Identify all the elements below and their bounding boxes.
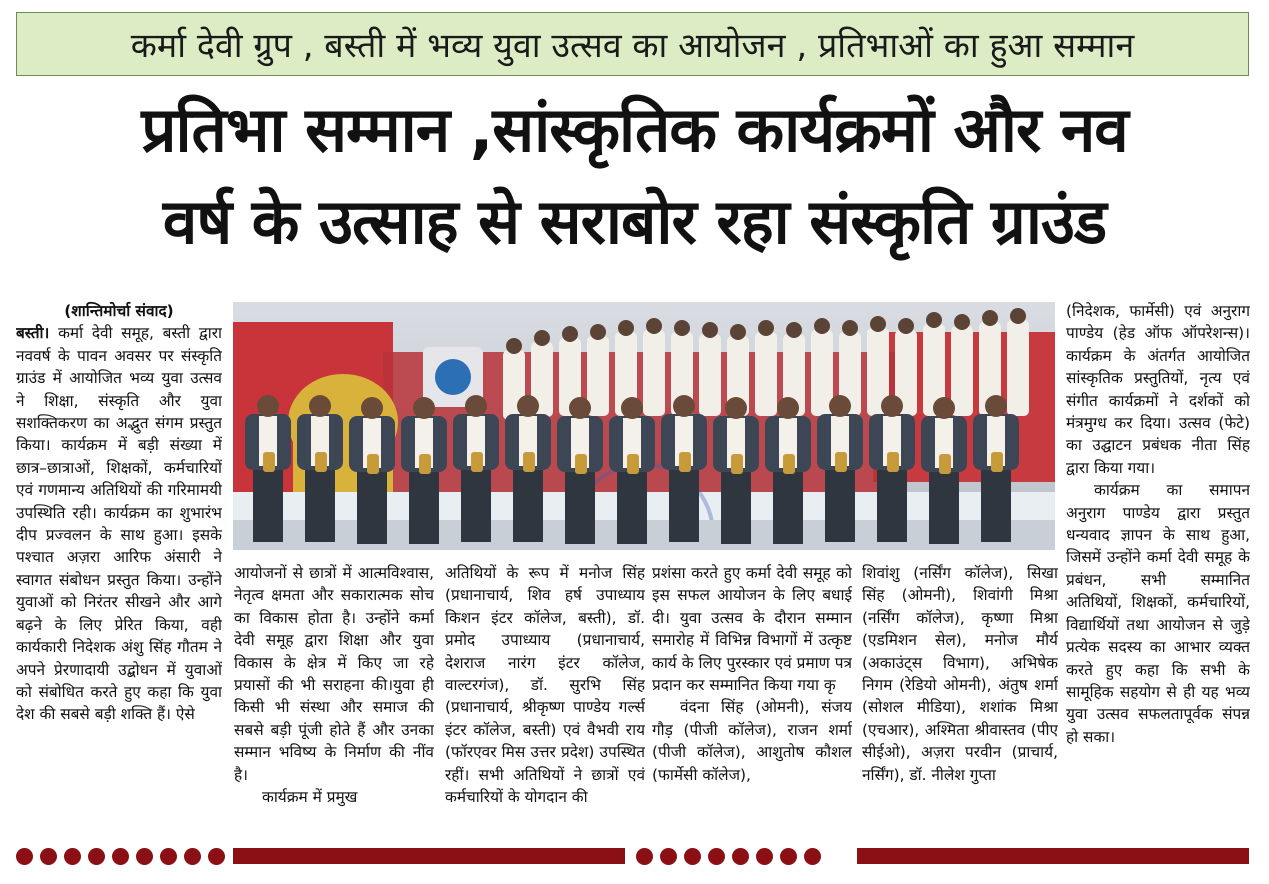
footer-dot bbox=[660, 848, 677, 865]
headline bbox=[10, 84, 1259, 268]
article-column-4 bbox=[652, 562, 852, 842]
footer-dot bbox=[732, 848, 749, 865]
footer-dot bbox=[684, 848, 701, 865]
footer-dot bbox=[184, 848, 201, 865]
footer-dot bbox=[804, 848, 821, 865]
footer-dot bbox=[708, 848, 725, 865]
footer-dot bbox=[112, 848, 129, 865]
kicker-text: कर्मा देवी ग्रुप , बस्ती में भव्य युवा उत्सव का आयोजन , प्रतिभाओं का हुआ सम्मान bbox=[130, 26, 1135, 66]
article-column-1 bbox=[16, 300, 222, 842]
place-name: बस्ती। bbox=[16, 324, 50, 343]
event-photo-illustration bbox=[233, 302, 1055, 550]
footer-dot bbox=[16, 848, 33, 865]
article-column-5 bbox=[862, 562, 1058, 842]
column-2-paragraph-1: आयोजनों से छात्रों में आत्मविश्वास, नेतृत्व क्षमता और सकारात्मक सोच का विकास होता है। उन्होंने कर्मा देवी समूह द्वारा शिक्षा और युवा विकास के क्षेत्र में किए जा रहे प्रयासों की भी सराहना की।युवा ही किसी भी संस्था और समाज की सबसे बड़ी पूंजी होते हैं और उनका सम्मान भविष्य के निर्माण की नींव है। bbox=[234, 564, 434, 784]
column-4-paragraph-1: प्रशंसा करते हुए कर्मा देवी समूह को इस सफल आयोजन के लिए बधाई दी। युवा उत्सव के दौरान सम्मान समारोह में विभिन्न विभागों में उत्कृष्ट कार्य के लिए पुरस्कार एवं प्रमाण पत्र प्रदान कर सम्मानित किया गया कृ bbox=[652, 564, 852, 695]
footer-dots-left bbox=[16, 848, 225, 865]
people-front-row bbox=[245, 395, 1019, 544]
event-photo bbox=[233, 302, 1055, 550]
footer-dot bbox=[208, 848, 225, 865]
footer-dot bbox=[40, 848, 57, 865]
footer-rule-right bbox=[857, 848, 1249, 864]
article-column-2 bbox=[234, 562, 434, 842]
column-4-paragraph-2: वंदना सिंह (ओमनी), संजय गौड़ (पीजी कॉलेज), राजन शर्मा (पीजी कॉलेज), आशुतोष कौशल (फार्मेसी कॉलेज), bbox=[652, 698, 852, 784]
footer-dot bbox=[88, 848, 105, 865]
column-5-text: शिवांशु (नर्सिंग कॉलेज), सिखा सिंह (ओमनी), शिवांगी मिश्रा (नर्सिंग कॉलेज), कृष्णा मिश्रा (एडमिशन सेल), मनोज मौर्य (अकाउंट्स विभाग), अभिषेक निगम (रेडियो ओमनी), अंतुष शर्मा (सोशल मीडिया), शशांक मिश्रा (एचआर), अश्मिता श्रीवास्तव (पीए सीईओ), अज़रा परवीन (प्राचार्य, नर्सिंग), डॉ. नीलेश गुप्ता bbox=[862, 564, 1058, 784]
footer-rule-left bbox=[233, 848, 625, 864]
footer-dot bbox=[64, 848, 81, 865]
article-column-3 bbox=[445, 562, 645, 842]
kicker-banner bbox=[16, 12, 1249, 76]
column-1-text: कर्मा देवी समूह, बस्ती द्वारा नववर्ष के पावन अवसर पर संस्कृति ग्राउंड में आयोजित भव्य युवा उत्सव ने शिक्षा, संस्कृति और युवा सशक्तिकरण का अद्भुत संगम प्रस्तुत किया। कार्यक्रम में बड़ी संख्या में छात्र–छात्राओं, शिक्षकों, कर्मचारियों एवं गणमान्य अतिथियों की गरिमामयी उपस्थिति रही। कार्यक्रम का शुभारंभ दीप प्रज्वलन के साथ हुआ। इसके पश्चात अज़रा आरिफ अंसारी ने स्वागत संबोधन प्रस्तुत किया। उन्होंने युवाओं को निरंतर सीखने और आगे बढ़ने के लिए प्रेरित किया, वही कार्यकारी निदेशक अंशु सिंह गौतम ने अपने प्रेरणादायी उद्बोधन में युवाओं को संबोधित करते हुए कहा कि युवा देश की सबसे बड़ी शक्ति हैं। ऐसे bbox=[16, 324, 222, 724]
footer-dot bbox=[756, 848, 773, 865]
footer-dot bbox=[636, 848, 653, 865]
column-6-paragraph-2: कार्यक्रम का समापन अनुराग पाण्डेय द्वारा प्रस्तुत धन्यवाद ज्ञापन के साथ हुआ, जिसमें उन्होंने कर्मा देवी समूह के प्रबंधन, सभी सम्मानित अतिथियों, शिक्षकों, कर्मचारियों, विद्यार्थियों तथा आयोजन से जुड़े प्रत्येक सदस्य का आभार व्यक्त करते हुए कहा कि सभी के सामूहिक सहयोग से ही यह भव्य युवा उत्सव सफलतापूर्वक संपन्न हो सका। bbox=[1066, 481, 1250, 746]
footer-dot bbox=[160, 848, 177, 865]
column-2-paragraph-2: कार्यक्रम में प्रमुख bbox=[262, 788, 358, 807]
dateline: (शान्तिमोर्चा संवाद) bbox=[64, 302, 174, 320]
column-3-text: अतिथियों के रूप में मनोज सिंह (प्रधानाचार्य, शिव हर्ष उपाध्याय किशन इंटर कॉलेज, बस्ती), डॉ. प्रमोद उपाध्याय (प्रधानाचार्य, देशराज नारंग इंटर कॉलेज, वाल्टरगंज), डॉ. सुरभि सिंह (प्रधानाचार्य, श्रीकृष्ण पाण्डेय गर्ल्स इंटर कॉलेज, बस्ती) एवं वैभवी राय (फॉरएवर मिस उत्तर प्रदेश) उपस्थित रहीं। सभी अतिथियों ने छात्रों एवं कर्मचारियों के योगदान की bbox=[445, 564, 645, 807]
headline-line-1: प्रतिभा सम्मान ,सांस्कृतिक कार्यक्रमों और नव bbox=[141, 93, 1128, 166]
footer-dot bbox=[136, 848, 153, 865]
column-6-paragraph-1: (निदेशक, फार्मेसी) एवं अनुराग पाण्डेय (हेड ऑफ ऑपरेशन्स)। कार्यक्रम के अंतर्गत आयोजित सांस्कृतिक प्रस्तुतियों, नृत्य एवं संगीत कार्यक्रमों ने दर्शकों को मंत्रमुग्ध कर दिया। उत्सव (फेटे) का उद्घाटन प्रबंधक नीता सिंह द्वारा किया गया। bbox=[1066, 302, 1250, 477]
footer-dots-center bbox=[636, 848, 821, 865]
footer-dot bbox=[780, 848, 797, 865]
article-column-6 bbox=[1066, 300, 1250, 842]
headline-line-2: वर्ष के उत्साह से सराबोर रहा संस्कृति ग्राउंड bbox=[162, 185, 1107, 258]
